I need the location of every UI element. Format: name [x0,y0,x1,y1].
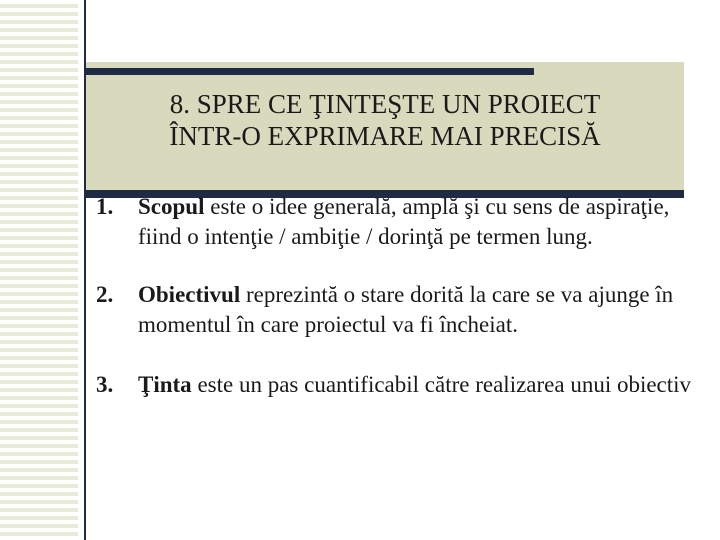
list-item-number: 1. [96,194,114,219]
title-top-rule [86,68,534,75]
list-item-term: Ţinta [138,372,192,397]
list-item-number: 2. [96,282,114,307]
list-item-term: Obiectivul [138,282,241,307]
list-item-number: 3. [96,372,114,397]
list-item-text: reprezintă o stare dorită la care se va ajunge în momentul în care proiectul va fi încheiat. [138,282,674,337]
list-item-text: este un pas cuantificabil către realizarea unui obiectiv [191,372,692,397]
slide-title [86,88,684,152]
slide-title-line-2: ÎNTR-O EXPRIMARE MAI PRECISĂ [169,121,601,151]
list-item-objective [96,280,716,340]
list-item-text: este o idee generală, amplă şi cu sens de aspiraţie, fiind o intenţie / ambiţie / dorinţă pe termen lung. [138,194,670,249]
list-item-term: Scopul [138,194,205,219]
numbered-list [96,192,716,400]
list-item-target [96,370,716,400]
list-item-scope [96,192,716,252]
slide-title-line-1: 8. SPRE CE ŢINTEŞTE UN PROIECT [169,89,601,119]
decorative-stripes [0,0,78,540]
